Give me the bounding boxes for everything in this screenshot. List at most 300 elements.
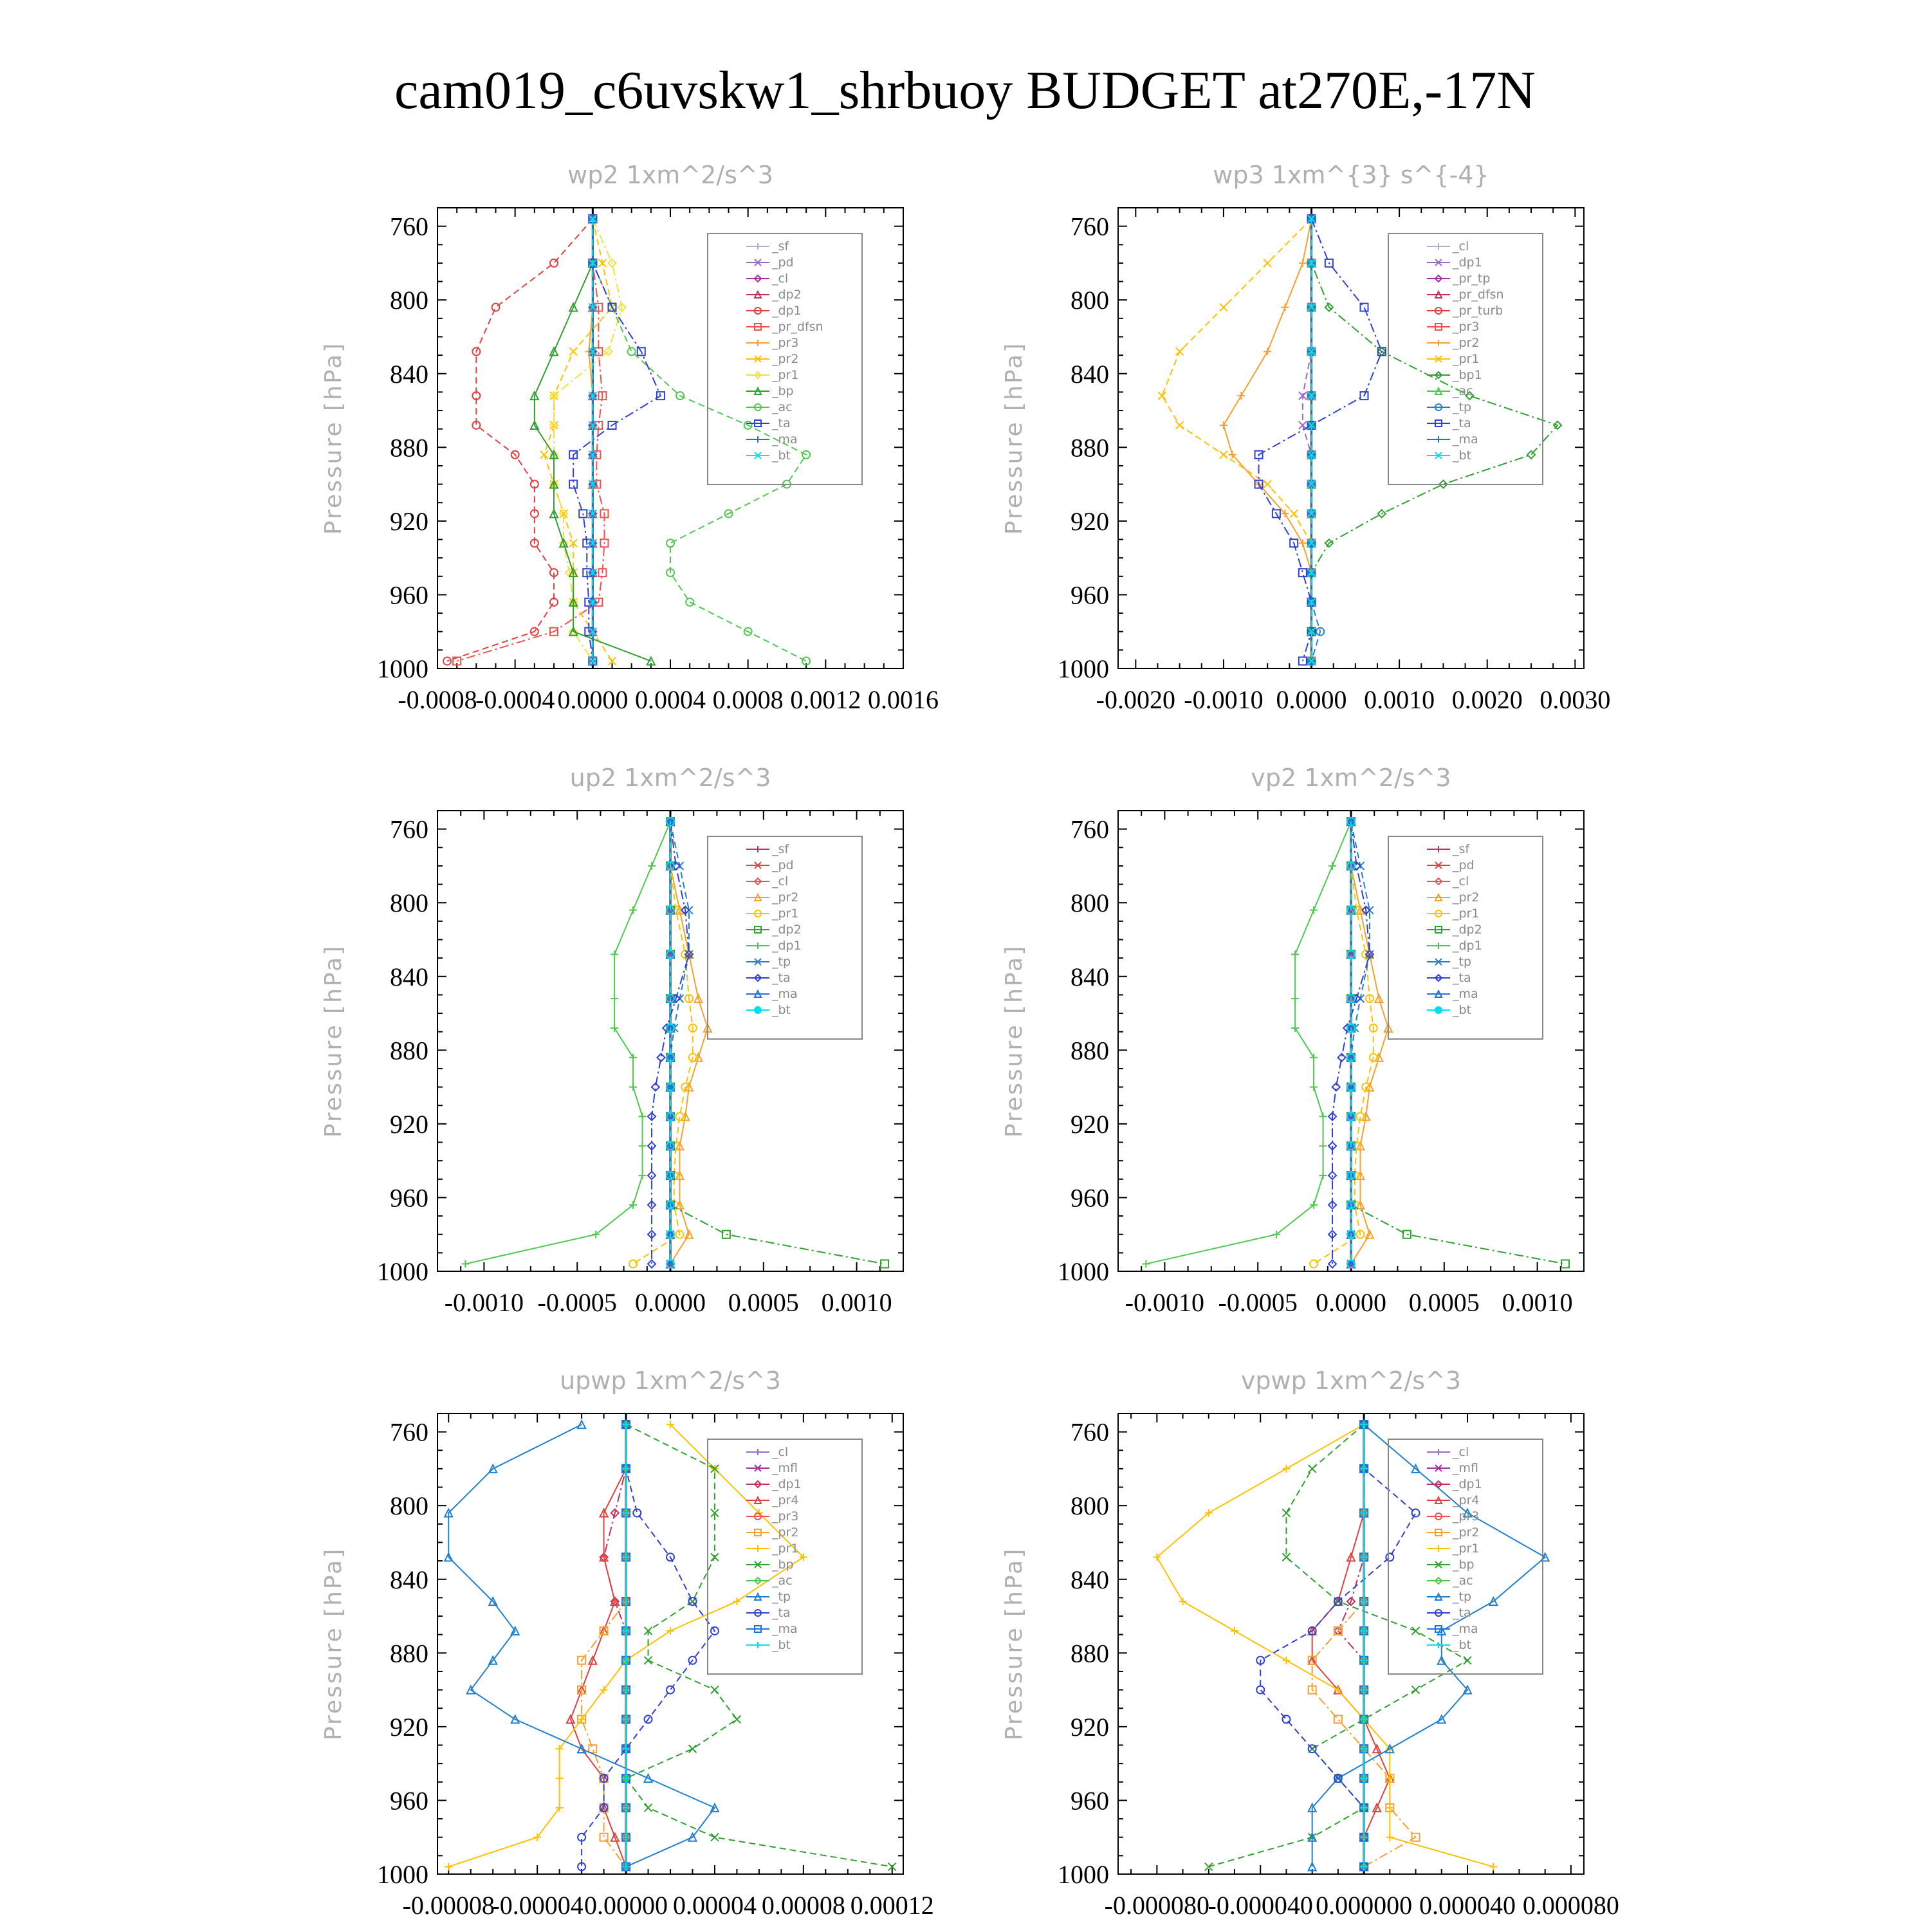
data-point	[1291, 995, 1299, 1002]
x-tick-label: -0.0004	[475, 685, 555, 714]
data-point	[633, 1509, 641, 1517]
data-point	[1309, 1465, 1316, 1473]
legend-item-mfl	[746, 1461, 798, 1475]
legend-label: _bt	[1453, 448, 1472, 463]
legend-marker	[1435, 1642, 1442, 1648]
legend-label: _pr1	[772, 906, 799, 921]
y-tick-label: 760	[1071, 814, 1109, 844]
series-line-pr2	[670, 822, 708, 1264]
legend-label: _cl	[772, 874, 789, 888]
legend-item-bp	[746, 1558, 794, 1572]
legend-marker	[755, 1007, 761, 1013]
x-tick-label: 0.00012	[850, 1891, 934, 1920]
chart-panel-upwp	[309, 1362, 934, 1932]
legend-label: _cl	[772, 1445, 789, 1459]
y-tick-label: 880	[390, 1639, 428, 1668]
data-point	[645, 1804, 652, 1812]
y-tick-label: 760	[1071, 1417, 1109, 1447]
legend-label: _bp	[1453, 1558, 1475, 1572]
legend-item-ma	[1427, 1622, 1478, 1636]
x-tick-label: 0.0008	[712, 685, 784, 714]
legend-label: _pr_dfsn	[1453, 288, 1504, 302]
legend-label: _pr3	[1453, 1509, 1480, 1523]
series-line-tp	[1312, 219, 1321, 661]
legend-item-bt	[1427, 1003, 1471, 1017]
legend-label: _ac	[772, 400, 793, 414]
legend-label: _pr2	[1453, 890, 1480, 905]
x-tick-label: 0.0012	[790, 685, 861, 714]
legend-label: _ma	[772, 987, 798, 1001]
legend-item-pr1	[746, 906, 798, 921]
legend-marker	[755, 1545, 761, 1552]
y-tick-label: 1000	[1058, 1257, 1109, 1286]
series-dp1	[1142, 818, 1355, 1267]
series-line-dp1	[1146, 822, 1351, 1264]
data-point	[1403, 1231, 1411, 1238]
data-point	[1282, 1465, 1290, 1473]
x-tick-label: 0.0016	[868, 685, 939, 714]
x-tick-label: 0.0030	[1539, 685, 1611, 714]
data-point	[1299, 539, 1307, 547]
legend-item-pd	[746, 858, 794, 872]
data-point	[881, 1260, 888, 1268]
legend-label: _pr2	[772, 890, 799, 905]
legend-item-ma	[746, 987, 798, 1001]
y-tick-label: 840	[1071, 1565, 1109, 1594]
x-tick-label: 0.0005	[728, 1288, 799, 1317]
legend-label: _bp	[772, 384, 794, 398]
y-tick-label: 760	[390, 1417, 428, 1447]
legend-label: _pr1	[1453, 906, 1480, 921]
legend-item-pr-tp	[1427, 271, 1490, 286]
legend-marker	[755, 846, 761, 852]
legend-label: _bt	[772, 1638, 791, 1652]
chart-panel-vpwp	[989, 1362, 1619, 1932]
legend	[1388, 836, 1543, 1039]
legend-label: _dp1	[1453, 255, 1482, 270]
legend-label: _pr2	[1453, 336, 1480, 350]
x-tick-label: 0.0000	[1276, 685, 1347, 714]
series-pr1	[550, 215, 626, 665]
x-tick-label: 0.0000	[1316, 1288, 1386, 1317]
legend-item-bt	[746, 448, 791, 463]
legend-item-ma	[1427, 432, 1478, 446]
legend-label: _tp	[772, 1590, 791, 1604]
y-tick-label: 840	[1071, 962, 1109, 991]
legend-label: _ta	[1453, 971, 1471, 985]
series-bt	[1360, 1421, 1368, 1870]
data-point	[648, 862, 656, 870]
legend-item-pr1	[1427, 1541, 1479, 1556]
data-point	[639, 1142, 647, 1150]
y-tick-label: 760	[1071, 212, 1109, 241]
legend-label: _dp1	[772, 939, 802, 953]
legend-item-pr-turb	[1427, 304, 1503, 318]
x-tick-label: 0.000080	[1522, 1891, 1619, 1920]
series-line-pr2	[1224, 219, 1312, 661]
legend-item-pr-dfsn	[746, 320, 823, 334]
legend-item-tp	[746, 955, 791, 969]
data-point	[733, 1597, 740, 1605]
data-point	[540, 451, 548, 459]
legend-label: _ta	[1453, 416, 1471, 430]
data-point	[569, 347, 577, 355]
legend	[1388, 234, 1543, 484]
legend	[708, 234, 862, 484]
legend-item-bt	[746, 1003, 791, 1017]
series-pr1	[1310, 818, 1377, 1267]
data-point	[666, 539, 674, 547]
series-dp1	[1299, 215, 1316, 665]
legend-label: _pr_tp	[1453, 271, 1491, 286]
legend-item-dp2	[746, 923, 802, 937]
legend-item-pr1	[1427, 352, 1479, 366]
legend-marker	[755, 436, 761, 443]
data-point	[1489, 1863, 1497, 1871]
x-tick-label: 0.0000	[635, 1288, 706, 1317]
data-point	[1299, 569, 1307, 576]
series-line-ta	[1260, 1424, 1415, 1866]
y-tick-label: 960	[390, 1786, 428, 1816]
legend-label: _pr3	[772, 1509, 799, 1523]
y-axis-label: Pressure [hPa]	[320, 1547, 347, 1741]
legend-item-dp2	[746, 288, 802, 302]
legend-item-pr2	[1427, 1525, 1479, 1540]
legend-label: _dp1	[772, 304, 802, 318]
legend-label: _tp	[772, 955, 791, 969]
legend-marker	[1435, 943, 1442, 949]
data-point	[666, 1627, 674, 1635]
data-point	[1290, 510, 1298, 517]
legend-label: _pr_dfsn	[772, 320, 823, 334]
legend-label: _cl	[1453, 1445, 1469, 1459]
legend-item-pr3	[746, 1509, 798, 1523]
x-tick-label: 0.000000	[1316, 1891, 1413, 1920]
series-line-pr4	[571, 1424, 626, 1866]
legend-item-cl	[1427, 239, 1469, 253]
legend-label: _ac	[772, 1574, 793, 1588]
data-point	[1176, 421, 1184, 429]
legend-item-bp	[1427, 1558, 1475, 1572]
legend-item-bt	[746, 1638, 791, 1652]
legend-label: _dp2	[772, 288, 802, 302]
x-tick-label: 0.0005	[1408, 1288, 1480, 1317]
data-point	[686, 598, 694, 606]
x-tick-label: -0.00008	[402, 1891, 495, 1920]
legend-item-tp	[1427, 1590, 1471, 1604]
legend-item-bp	[746, 384, 794, 398]
y-tick-label: 1000	[377, 654, 428, 683]
legend-label: _bt	[1453, 1003, 1472, 1017]
legend-label: _dp1	[1453, 1477, 1482, 1491]
legend-item-sf	[746, 239, 789, 253]
series-pr-dfsn	[453, 215, 608, 665]
plot-frame	[1118, 1413, 1584, 1874]
legend-item-cl	[746, 874, 788, 888]
series-dp1	[461, 818, 674, 1267]
legend-label: _dp2	[1453, 923, 1482, 937]
panel-title: wp2 1xm^2/s^3	[567, 161, 773, 189]
legend-label: _pr4	[1453, 1493, 1480, 1507]
series-line-ta	[1259, 219, 1382, 661]
legend-label: _bt	[772, 448, 791, 463]
legend-item-pr2	[1427, 890, 1479, 905]
data-point	[629, 1083, 637, 1091]
data-point	[1176, 347, 1184, 355]
legend-label: _pd	[1453, 858, 1475, 872]
data-point	[629, 906, 637, 914]
legend-item-ma	[746, 432, 798, 446]
legend-label: _tp	[1453, 400, 1472, 414]
x-tick-label: 0.0004	[635, 685, 706, 714]
legend	[1388, 1439, 1543, 1674]
legend-item-pr3	[1427, 1509, 1479, 1523]
legend-item-pd	[746, 255, 794, 270]
legend-label: _bp	[772, 1558, 794, 1572]
legend-item-dp1	[1427, 1477, 1482, 1491]
data-point	[556, 1774, 564, 1782]
legend-item-bp1	[1427, 368, 1482, 382]
data-point	[611, 1024, 618, 1032]
data-point	[1386, 1834, 1393, 1841]
legend-item-pr1	[746, 368, 798, 382]
panel-title: up2 1xm^2/s^3	[569, 764, 771, 792]
y-tick-label: 880	[1071, 433, 1109, 463]
data-point	[492, 304, 500, 311]
data-point	[711, 1834, 719, 1841]
y-tick-label: 760	[390, 814, 428, 844]
x-tick-label: 0.0010	[1364, 685, 1435, 714]
legend-label: _dp1	[1453, 939, 1482, 953]
x-tick-label: -0.0010	[444, 1288, 524, 1317]
y-axis-label: Pressure [hPa]	[1001, 944, 1027, 1138]
data-point	[1328, 862, 1336, 870]
legend-marker	[755, 243, 761, 250]
legend-label: _pr2	[1453, 1525, 1480, 1540]
series-ta	[1255, 215, 1386, 665]
legend-item-pr-dfsn	[1427, 288, 1504, 302]
data-point	[1319, 1112, 1327, 1120]
y-tick-label: 800	[390, 1491, 428, 1521]
legend-item-pr2	[746, 352, 798, 366]
legend-item-ac	[746, 1574, 793, 1588]
data-point	[1142, 1260, 1150, 1268]
y-tick-label: 840	[1071, 359, 1109, 389]
legend-marker	[1435, 243, 1442, 250]
legend-label: _dp1	[772, 1477, 802, 1491]
legend-label: _ac	[1453, 384, 1473, 398]
legend-item-dp1	[1427, 939, 1482, 953]
legend-item-dp1	[746, 304, 802, 318]
data-point	[1319, 1172, 1327, 1179]
legend-item-pr1	[746, 1541, 798, 1556]
legend-item-cl	[746, 271, 788, 286]
x-tick-label: -0.000080	[1104, 1891, 1209, 1920]
plot-frame	[437, 208, 903, 668]
legend-label: _sf	[1453, 842, 1470, 856]
legend-label: _dp2	[772, 923, 802, 937]
legend-item-ta	[746, 971, 791, 985]
y-tick-label: 880	[390, 433, 428, 463]
legend-item-cl	[1427, 1445, 1469, 1459]
legend-label: _ma	[1453, 432, 1478, 446]
legend-item-ta	[1427, 416, 1471, 430]
legend-item-dp1	[1427, 255, 1482, 270]
plot-frame	[1118, 208, 1584, 668]
y-axis-label: Pressure [hPa]	[1001, 1547, 1027, 1741]
legend-label: _bp1	[1453, 368, 1482, 382]
legend-item-ta	[1427, 971, 1471, 985]
x-tick-label: 0.00004	[672, 1891, 757, 1920]
legend-item-dp2	[1427, 923, 1482, 937]
legend-item-ta	[1427, 1606, 1471, 1620]
series-pr2	[1220, 215, 1316, 665]
legend-label: _ma	[1453, 987, 1478, 1001]
x-tick-label: -0.000040	[1208, 1891, 1313, 1920]
series-line-dp1	[1338, 1424, 1364, 1866]
y-tick-label: 880	[1071, 1639, 1109, 1668]
data-point	[629, 1260, 637, 1268]
legend-label: _pr1	[1453, 1541, 1480, 1556]
data-point	[611, 950, 618, 958]
data-point	[1310, 1260, 1318, 1268]
legend-item-ta	[746, 1606, 791, 1620]
data-point	[589, 1745, 596, 1753]
data-point	[1179, 1597, 1187, 1605]
data-point	[1264, 259, 1271, 267]
legend-label: _ta	[772, 1606, 791, 1620]
legend-item-pr3	[1427, 320, 1479, 334]
legend-label: _tp	[1453, 1590, 1472, 1604]
y-tick-label: 800	[390, 888, 428, 918]
legend-label: _mfl	[772, 1461, 798, 1475]
data-point	[1282, 1715, 1290, 1723]
legend-label: _pr1	[772, 1541, 799, 1556]
chart-panel-vp2	[989, 759, 1597, 1329]
y-tick-label: 920	[390, 1109, 428, 1139]
legend-marker	[1435, 436, 1442, 443]
legend-marker	[755, 1449, 761, 1455]
legend-item-pr4	[746, 1493, 798, 1507]
data-point	[666, 1686, 674, 1694]
legend-item-dp1	[746, 939, 802, 953]
legend-label: _cl	[1453, 239, 1469, 253]
legend-label: _pr1	[772, 368, 799, 382]
data-point	[1412, 1686, 1420, 1694]
legend-item-ac	[1427, 384, 1473, 398]
data-point	[1158, 392, 1166, 400]
data-point	[645, 1657, 652, 1664]
data-point	[1220, 451, 1227, 459]
x-tick-label: -0.00004	[491, 1891, 584, 1920]
legend-marker	[1435, 340, 1442, 346]
x-tick-label: 0.00008	[761, 1891, 845, 1920]
data-point	[1282, 1509, 1290, 1517]
data-point	[711, 1553, 719, 1561]
y-axis-label: Pressure [hPa]	[320, 341, 347, 535]
series-line-dp1	[1303, 219, 1312, 661]
legend-marker	[755, 943, 761, 949]
legend-label: _ma	[772, 432, 798, 446]
y-tick-label: 880	[1071, 1036, 1109, 1065]
plot-frame	[437, 1413, 903, 1874]
legend-marker	[1435, 1007, 1442, 1013]
legend-label: _ta	[1453, 1606, 1471, 1620]
series-ta	[1256, 1421, 1419, 1870]
series-pr1	[1158, 215, 1315, 665]
y-axis-label: Pressure [hPa]	[1001, 341, 1027, 535]
legend-item-tp	[1427, 400, 1471, 414]
series-bt	[622, 1421, 630, 1870]
x-tick-label: -0.0020	[1096, 685, 1175, 714]
legend-item-pr2	[1427, 336, 1479, 350]
chart-panel-wp2	[309, 156, 939, 726]
series-line-pr-dfsn	[457, 219, 604, 661]
chart-panel-wp3	[989, 156, 1611, 726]
legend-marker	[1435, 1449, 1442, 1455]
y-tick-label: 1000	[1058, 654, 1109, 683]
legend-item-pr1	[1427, 906, 1479, 921]
series-tp	[445, 1421, 719, 1870]
data-point	[1319, 1142, 1327, 1150]
series-dp1	[1334, 1421, 1368, 1870]
data-point	[639, 1112, 647, 1120]
series-line-tp	[448, 1424, 715, 1866]
legend-item-sf	[746, 842, 789, 856]
legend-label: _tp	[1453, 955, 1472, 969]
data-point	[1256, 1686, 1264, 1694]
legend-item-ta	[746, 416, 791, 430]
x-tick-label: 0.00000	[584, 1891, 668, 1920]
data-point	[1264, 347, 1271, 355]
series-pr3	[585, 215, 596, 665]
legend	[708, 1439, 862, 1674]
x-tick-label: 0.000040	[1419, 1891, 1516, 1920]
y-axis-label: Pressure [hPa]	[320, 944, 347, 1138]
legend-label: _ma	[1453, 1622, 1478, 1636]
data-point	[1291, 950, 1299, 958]
y-tick-label: 960	[390, 1183, 428, 1213]
panel-title: vp2 1xm^2/s^3	[1251, 764, 1451, 792]
data-point	[733, 1715, 740, 1723]
legend-label: _pd	[772, 858, 794, 872]
data-point	[1282, 304, 1289, 311]
data-point	[1310, 1083, 1318, 1091]
series-pr1	[629, 818, 697, 1267]
data-point	[722, 1231, 730, 1238]
data-point	[628, 347, 636, 355]
x-tick-label: -0.0005	[537, 1288, 617, 1317]
series-line-pr2	[1351, 822, 1388, 1264]
legend-item-ma	[1427, 987, 1478, 1001]
legend-item-pd	[1427, 858, 1475, 872]
data-point	[711, 1686, 719, 1694]
y-tick-label: 1000	[377, 1257, 428, 1286]
data-point	[445, 1863, 452, 1871]
series-line-pr1	[1162, 219, 1311, 661]
legend	[708, 836, 862, 1039]
legend-label: _ta	[772, 416, 791, 430]
legend-label: _pd	[772, 255, 794, 270]
legend-item-ma	[746, 1622, 798, 1636]
legend-item-bt	[1427, 448, 1471, 463]
y-tick-label: 1000	[377, 1860, 428, 1889]
data-point	[629, 1054, 637, 1062]
y-tick-label: 880	[390, 1036, 428, 1065]
legend-item-dp1	[746, 1477, 802, 1491]
series-pr2	[540, 215, 616, 665]
y-tick-label: 920	[390, 1712, 428, 1742]
